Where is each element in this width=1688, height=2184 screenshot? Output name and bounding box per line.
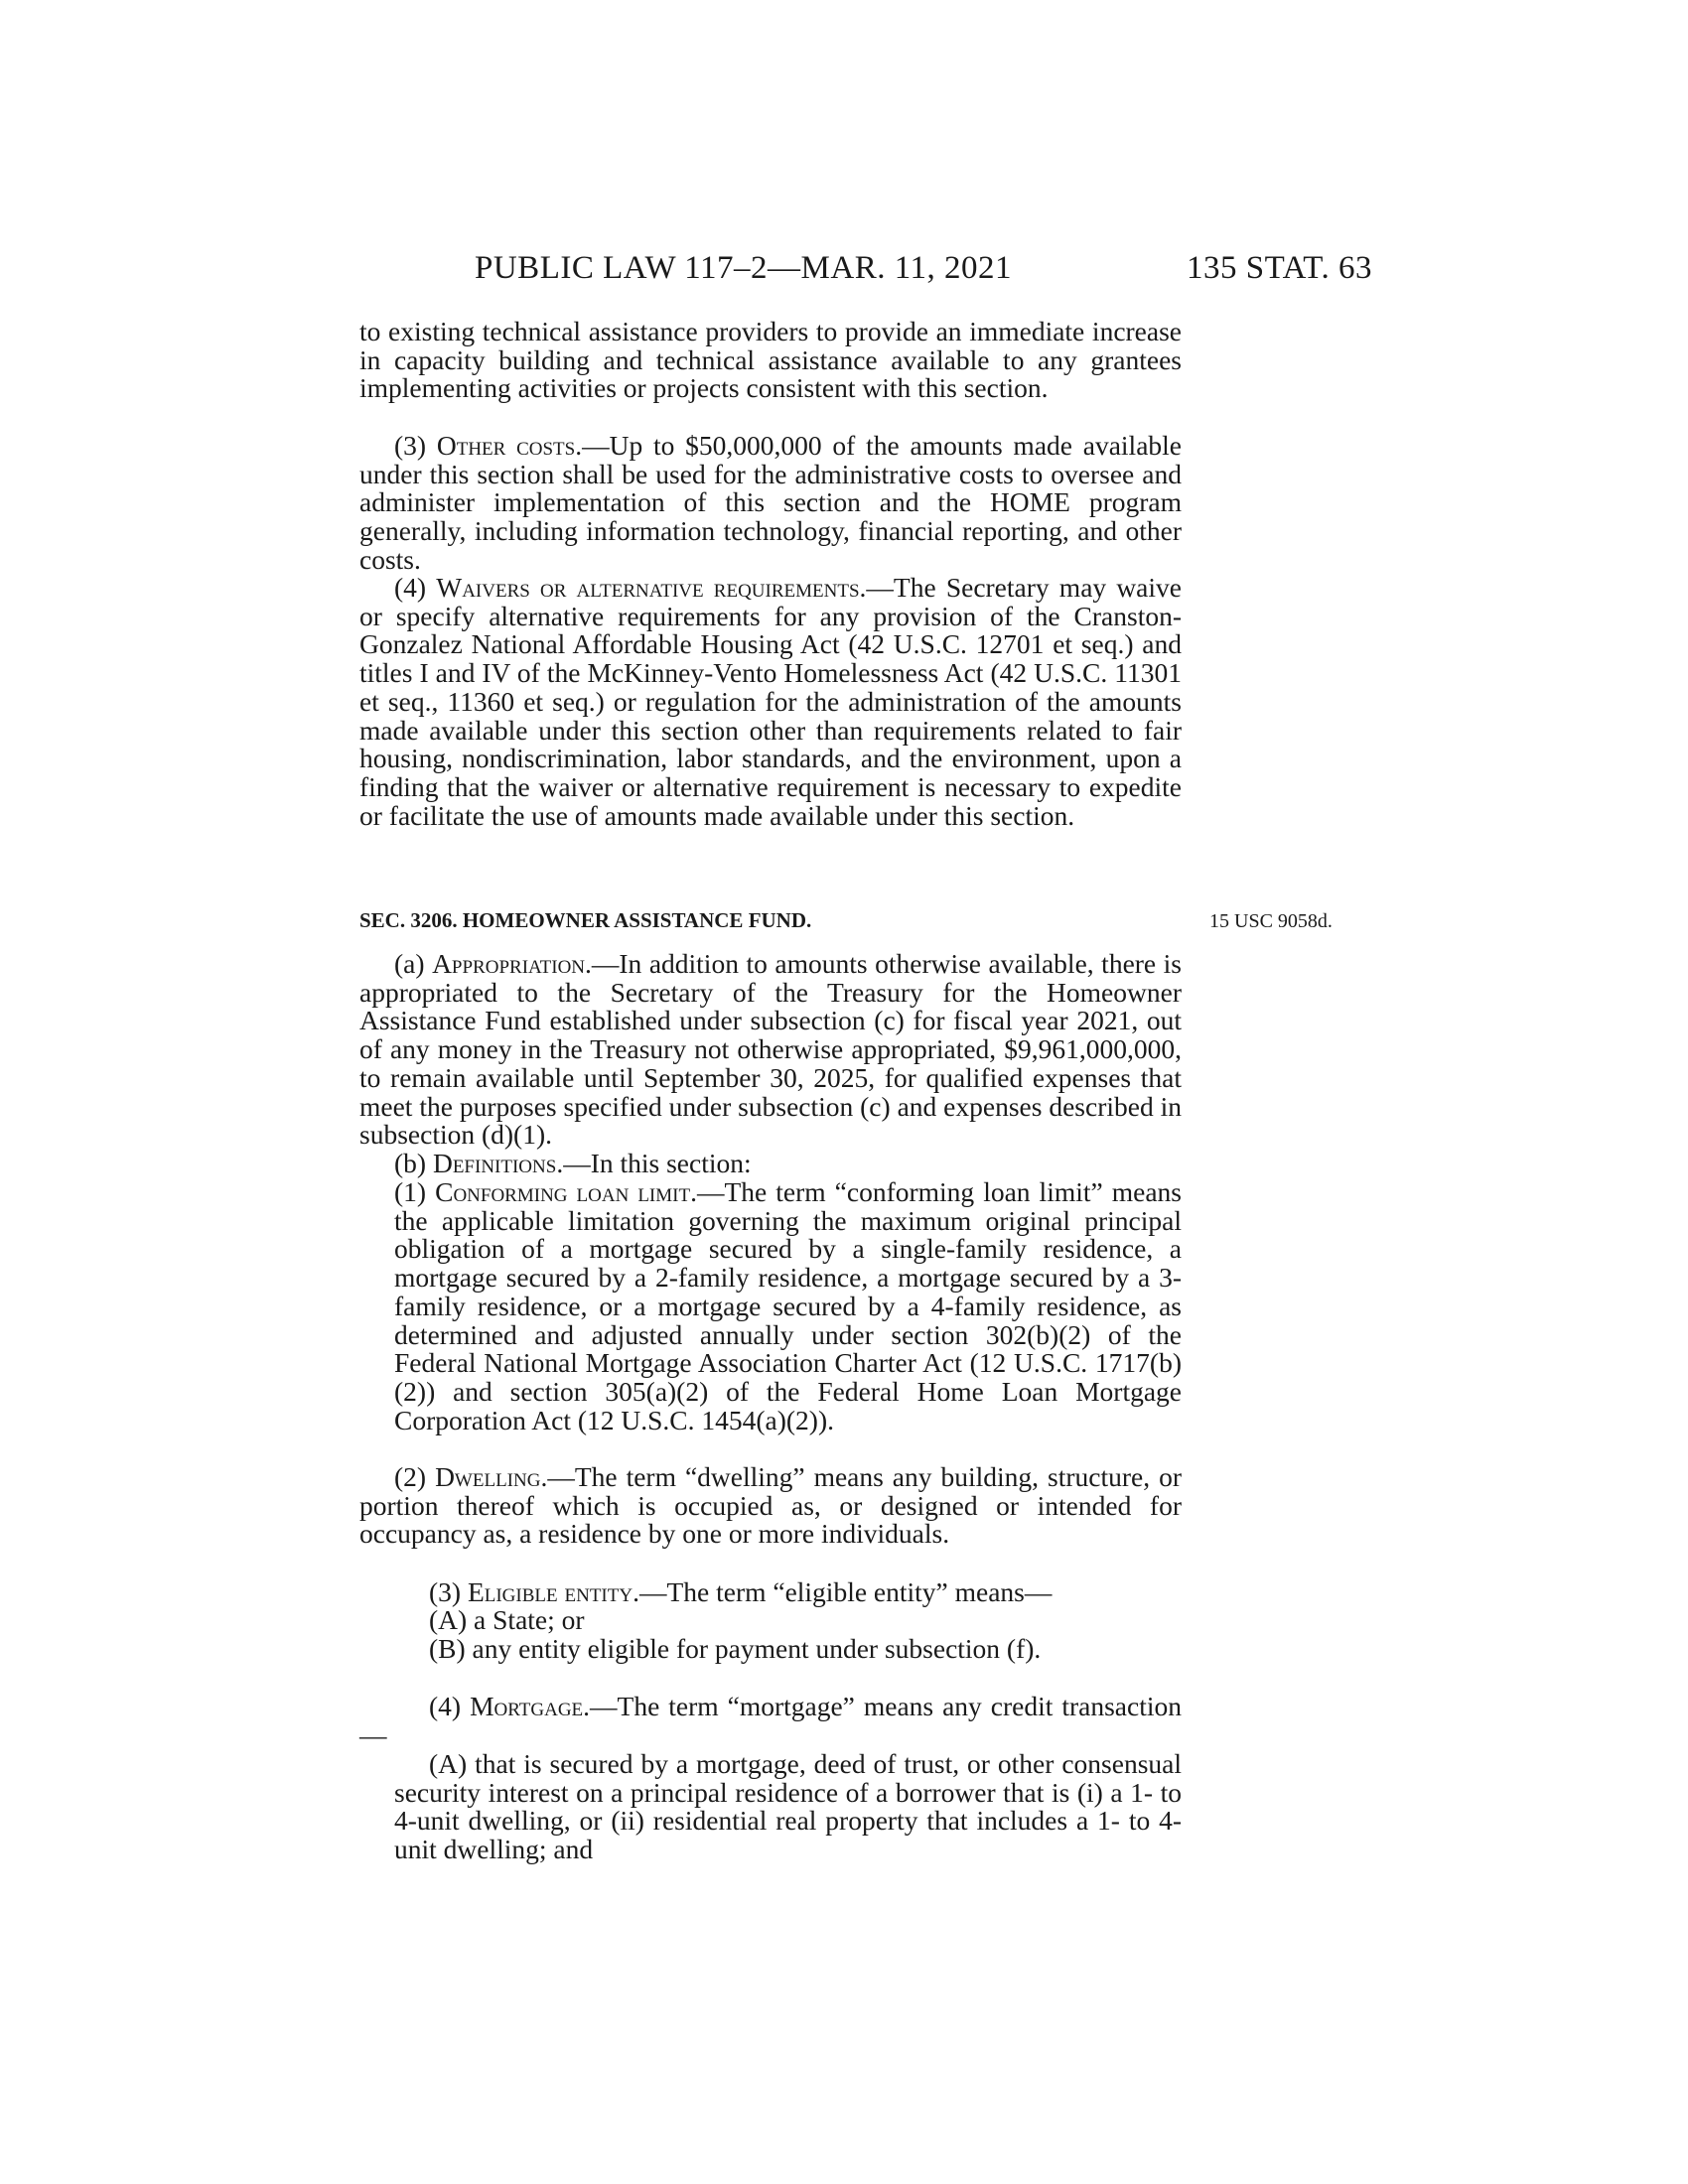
paragraph-secured-mortgage (394, 1750, 1182, 1864)
paragraph-text: The Secretary may waive or specify alternative requirements for any provision of the Cranston-Gonzalez National Affordable Housing Act (42 U.S.C. 12701 et seq.) and titles I and IV of the McKinney-Vento Homelessness Act (42 U.S.C. 11301 et seq., 11360 et seq.) or regulation for the administration of the amounts made available under this section other than requirements related to fair housing, nondiscrimination, labor standards, and the environment, upon a finding that the waiver or alternative requirement is necessary to expedite or facilitate the use of amounts made available under this section. (359, 572, 1182, 831)
paragraph-number: (4) (394, 572, 427, 603)
paragraph-heading: Appropriation (432, 948, 586, 979)
paragraph-appropriation: (a) Appropriation.—In addition to amounts otherwise available, there is appropriated to the Secretary of the Treasury for the Homeowner Assistance Fund established under subsection (c) for fiscal year 2021, out of any money in the Treasury not otherwise appropriated, $9,961,000,000, to remain available until September 30, 2025, for qualified expenses that meet the purposes specified under subsection (c) and expenses described in subsection (d)(1). (359, 948, 1183, 1151)
paragraph-number: (3) (429, 1576, 462, 1607)
page-number: 135 STAT. 63 (1187, 250, 1373, 286)
paragraph-mortgage: (4) Mortgage.—The term “mortgage” means any credit transaction— (359, 1691, 1183, 1750)
paragraph-text: The term “dwelling” means any building, structure, or portion thereof which is occupied as, or designed or intended for occupancy as, a residence by one or more individuals. (359, 1461, 1182, 1550)
paragraph-heading: Waivers or alternative requirements (436, 572, 860, 603)
paragraph-heading: Definitions (432, 1148, 557, 1178)
paragraph-text: The term “eligible entity” means— (666, 1576, 1053, 1607)
paragraph-text: (A) a State; or (429, 1604, 585, 1635)
paragraph-heading: Mortgage (470, 1691, 584, 1721)
paragraph-dwelling: (2) Dwelling.—The term “dwelling” means any building, structure, or portion thereof which is occupied as, or designed or intended for occupancy as, a residence by one or more individuals. (359, 1461, 1182, 1550)
paragraph-continuation (359, 318, 1182, 403)
paragraph-text: In addition to amounts otherwise available, there is appropriated to the Secretary of the Treasury for the Homeowner Assistance Fund established under subsection (c) for fiscal year 2021, out of any money in the Treasury not otherwise appropriated, $9,961,000,000, to remain available until September 30, 2025, for qualified expenses that meet the purposes specified under subsection (c) and expenses described in subsection (d)(1). (359, 948, 1183, 1151)
paragraph-heading: Conforming loan limit (435, 1176, 691, 1207)
paragraph-other-costs: (3) Other costs.—Up to $50,000,000 of the amounts made available under this section shall be used for the administrative costs to oversee and administer implementation of this section and the HOME program generally, including information technology, financial reporting, and other costs. (359, 430, 1182, 575)
paragraph-heading: Dwelling (435, 1461, 541, 1492)
paragraph-text: The term “mortgage” means any credit transaction— (359, 1691, 1183, 1750)
paragraph-state (429, 1606, 1182, 1635)
paragraph-conforming-loan-limit: (1) Conforming loan limit.—The term “conforming loan limit” means the applicable limitation governing the maximum original principal obligation of a mortgage secured by a single-family residence, a mortgage secured by a 2-family residence, a mortgage secured by a 3-family residence, or a mortgage secured by a 4-family residence, as determined and adjusted annually under section 302(b)(2) of the Federal National Mortgage Association Charter Act (12 U.S.C. 1717(b)(2)) and section 305(a)(2) of the Federal Home Loan Mortgage Corporation Act (12 U.S.C. 1454(a)(2)). (394, 1176, 1182, 1435)
paragraph-text: to existing technical assistance providers to provide an immediate increase in capacity building and technical assistance available to any grantees implementing activities or projects consistent with this section. (359, 316, 1182, 404)
paragraph-heading: Other costs (436, 430, 576, 461)
paragraph-entity-eligible (359, 1635, 1182, 1664)
paragraph-number: (1) (394, 1176, 427, 1207)
paragraph-eligible-entity: (3) Eligible entity.—The term “eligible entity” means— (429, 1576, 1053, 1607)
paragraph-definitions: (b) Definitions.—In this section: (394, 1148, 752, 1178)
paragraph-number: (b) (394, 1148, 427, 1178)
paragraph-text: The term “conforming loan limit” means the applicable limitation governing the maximum original principal obligation of a mortgage secured by a single-family residence, a mortgage secured by a 2-family residence, a mortgage secured by a 3-family residence, or a mortgage secured by a 4-family residence, as determined and adjusted annually under section 302(b)(2) of the Federal National Mortgage Association Charter Act (12 U.S.C. 1717(b)(2)) and section 305(a)(2) of the Federal Home Loan Mortgage Corporation Act (12 U.S.C. 1454(a)(2)). (394, 1176, 1182, 1435)
paragraph-text: Up to $50,000,000 of the amounts made available under this section shall be used for the administrative costs to oversee and administer implementation of this section and the HOME program generally, including information technology, financial reporting, and other costs. (359, 430, 1182, 575)
paragraph-text: (A) that is secured by a mortgage, deed of trust, or other consensual security interest on a principal residence of a borrower that is (i) a 1- to 4-unit dwelling, or (ii) residential real property that includes a 1- to 4-unit dwelling; and (394, 1748, 1182, 1865)
paragraph-number: (4) (429, 1691, 462, 1721)
paragraph-number: (2) (394, 1461, 427, 1492)
paragraph-number: (a) (394, 948, 425, 979)
paragraph-number: (3) (394, 430, 427, 461)
paragraph-text: (B) any entity eligible for payment under subsection (f). (429, 1633, 1042, 1664)
section-title: SEC. 3206. HOMEOWNER ASSISTANCE FUND. (359, 908, 812, 932)
margin-note: 15 USC 9058d. (1209, 910, 1333, 932)
paragraph-text: In this section: (590, 1148, 752, 1178)
paragraph-heading: Eligible entity (467, 1576, 633, 1607)
running-head: PUBLIC LAW 117–2—MAR. 11, 2021 (475, 250, 1012, 286)
paragraph-waivers: (4) Waivers or alternative requirements.—The Secretary may waive or specify alternative requirements for any provision of the Cranston-Gonzalez National Affordable Housing Act (42 U.S.C. 12701 et seq.) and titles I and IV of the McKinney-Vento Homelessness Act (42 U.S.C. 11301 et seq., 11360 et seq.) or regulation for the administration of the amounts made available under this section other than requirements related to fair housing, nondiscrimination, labor standards, and the environment, upon a finding that the waiver or alternative requirement is necessary to expedite or facilitate the use of amounts made available under this section. (359, 572, 1182, 831)
